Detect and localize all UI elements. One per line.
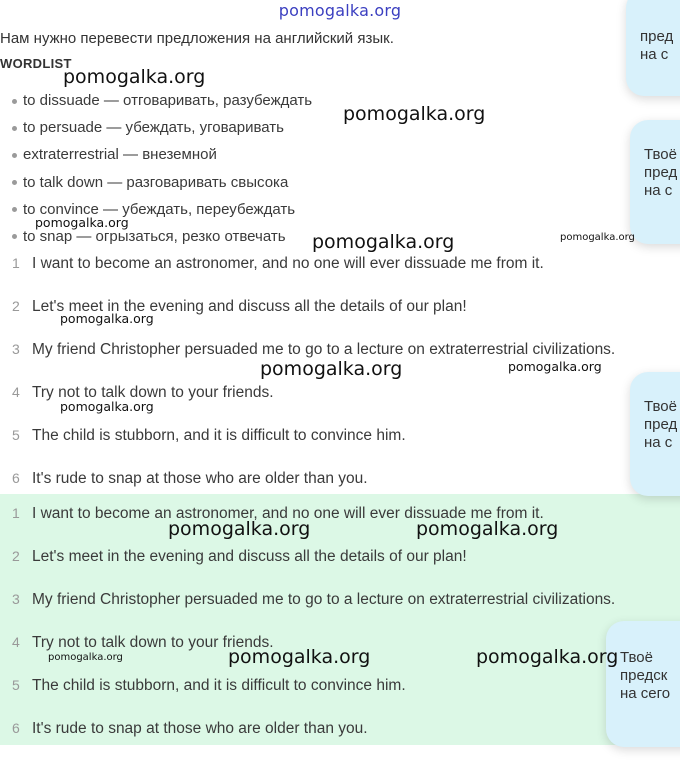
sentence-text: It's rude to snap at those who are older than you. — [32, 470, 368, 487]
sentence-text: Let's meet in the evening and discuss all the details of our plan! — [32, 548, 467, 565]
bullet-icon — [12, 99, 17, 104]
sentence-number: 4 — [12, 634, 20, 650]
watermark: pomogalka.org — [508, 359, 602, 374]
hint-bubble-line: на с — [644, 182, 673, 199]
wordlist-item-text: to convince — убеждать, переубеждать — [23, 200, 296, 218]
hint-bubble[interactable] — [630, 120, 680, 244]
sentence-text: Let's meet in the evening and discuss all the details of our plan! — [32, 298, 467, 315]
sentence-number: 1 — [12, 255, 20, 271]
intro-text: Нам нужно перевести предложения на английский язык. — [0, 30, 394, 47]
sentence-number: 5 — [12, 677, 20, 693]
wordlist-title: WORDLIST — [0, 56, 72, 71]
wordlist-item-text: extraterrestrial — внеземной — [23, 146, 217, 164]
bullet-icon — [12, 234, 17, 239]
sentence-number: 5 — [12, 427, 20, 443]
wordlist-item — [12, 118, 312, 145]
hint-bubble-line: на сего — [620, 685, 671, 702]
wordlist-item-text: to snap — огрызаться, резко отвечать — [23, 227, 286, 245]
hint-bubble-line: Твоё — [644, 398, 677, 415]
wordlist-item-text: to dissuade — отговаривать, разубеждать — [23, 92, 313, 109]
sentence-text: My friend Christopher persuaded me to go to a lecture on extraterrestrial civilizations. — [32, 591, 616, 608]
sentence-text: My friend Christopher persuaded me to go to a lecture on extraterrestrial civilizations. — [32, 341, 616, 358]
hint-bubble[interactable] — [630, 372, 680, 496]
watermark: pomogalka.org — [476, 646, 619, 668]
hint-bubble-line: Твоё — [644, 146, 677, 163]
bullet-icon — [12, 153, 17, 158]
wordlist-item-text: to talk down — разговаривать свысока — [23, 173, 289, 191]
bullet-icon — [12, 180, 17, 185]
sentence-number: 2 — [12, 548, 20, 564]
sentence-text: Try not to talk down to your friends. — [32, 634, 274, 651]
watermark: pomogalka.org — [48, 652, 123, 663]
sentence-text: I want to become an astronomer, and no one will ever dissuade me from it. — [32, 255, 544, 272]
sentence-item — [0, 677, 680, 720]
hint-bubble-line: на с — [644, 434, 673, 451]
site-header-link[interactable]: pomogalka.org — [278, 1, 402, 20]
watermark: pomogalka.org — [260, 358, 403, 380]
hint-bubble-line: на с — [640, 46, 669, 63]
watermark: pomogalka.org — [228, 646, 371, 668]
hint-bubble-line: Твоё — [620, 649, 653, 666]
sentence-number: 2 — [12, 298, 20, 314]
wordlist-item — [12, 227, 312, 254]
sentence-item — [0, 591, 680, 634]
hint-bubble-line: пред — [644, 416, 678, 433]
watermark: pomogalka.org — [60, 399, 154, 414]
watermark: pomogalka.org — [168, 518, 311, 540]
wordlist-item — [12, 91, 312, 118]
wordlist-item — [12, 173, 312, 200]
sentence-item — [0, 427, 680, 470]
hint-bubble-line: предск — [620, 667, 668, 684]
sentence-number: 6 — [12, 470, 20, 486]
sentence-text: The child is stubborn, and it is difficult to convince him. — [32, 427, 406, 444]
wordlist-item-text: to persuade — убеждать, уговаривать — [23, 119, 284, 137]
bullet-icon — [12, 207, 17, 212]
sentence-item — [0, 505, 680, 548]
sentence-text: Try not to talk down to your friends. — [32, 384, 274, 401]
sentence-text: The child is stubborn, and it is difficult to convince him. — [32, 677, 406, 694]
watermark: pomogalka.org — [35, 215, 129, 230]
watermark: pomogalka.org — [416, 518, 559, 540]
sentence-number: 3 — [12, 341, 20, 357]
sentence-number: 3 — [12, 591, 20, 607]
sentence-list-highlighted — [0, 505, 680, 763]
watermark: pomogalka.org — [343, 103, 486, 125]
sentence-number: 4 — [12, 384, 20, 400]
watermark: pomogalka.org — [60, 311, 154, 326]
hint-bubble[interactable] — [606, 621, 680, 747]
sentence-list — [0, 255, 680, 513]
wordlist-item — [12, 145, 312, 172]
sentence-text: It's rude to snap at those who are older than you. — [32, 720, 368, 737]
sentence-number: 6 — [12, 720, 20, 736]
sentence-text: I want to become an astronomer, and no one will ever dissuade me from it. — [32, 505, 544, 522]
bullet-icon — [12, 126, 17, 131]
sentence-number: 1 — [12, 505, 20, 521]
sentence-item — [0, 255, 680, 298]
hint-bubble[interactable] — [626, 0, 680, 96]
hint-bubble-line: пред — [644, 164, 678, 181]
sentence-item — [0, 720, 680, 763]
hint-bubble-line: пред — [640, 28, 674, 45]
watermark: pomogalka.org — [312, 231, 455, 253]
watermark: pomogalka.org — [560, 232, 635, 243]
watermark: pomogalka.org — [63, 66, 206, 88]
sentence-item — [0, 548, 680, 591]
